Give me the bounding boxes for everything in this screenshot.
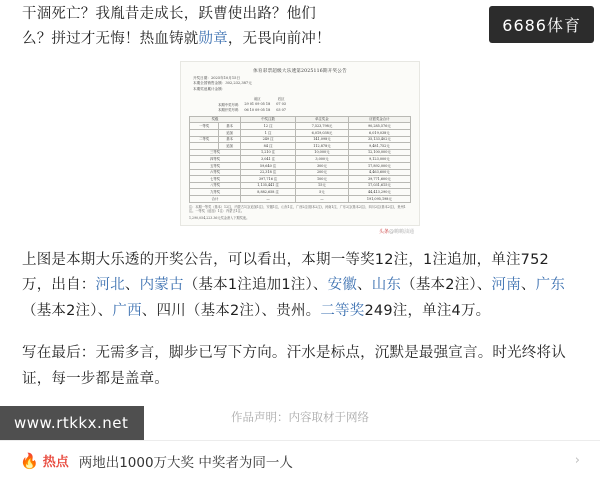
cell-6-0: 五等奖 [190,163,241,170]
p1-text-b: （基本1注追加1注）、 [183,277,328,294]
table-row [190,176,411,183]
cell-1-3: 6,019,038元 [296,130,349,137]
flame-icon: 🔥 [20,451,39,470]
cell-9-0: 八等奖 [190,182,241,189]
cell-8-1: 397,716 注 [241,176,296,183]
table-row [190,163,411,170]
doc-meta-0: 开奖日期：2025年10月15日 [193,75,241,80]
cell-4-0: 三等奖 [190,149,241,156]
doc-meta-1: 本期全国销售金额：302,232,387元 [193,81,252,86]
table-row [190,123,411,130]
doc-meta-2: 本期奖池累计金额： [193,86,226,91]
content-disclaimer: 作品声明：内容取材于网络 [231,409,369,424]
cell-11-3: 191,095,198元 [348,196,410,203]
doc-note-2: 1,290,054,223.36元奖金滚入下期奖池。 [189,215,250,220]
cell-11-1: — [241,196,296,203]
doc-prize-table [189,116,411,203]
cell-1-2: 1 注 [241,130,296,137]
doc-number-row0-label: 本期中奖号码 [218,102,239,107]
link-anhui[interactable]: 安徽 [327,277,358,294]
link-hebei[interactable]: 河北 [95,277,125,294]
top-line2-highlight[interactable]: 勋章 [198,31,228,48]
top-paragraph-line1: 干涸死亡？我胤昔走成长，跃曹使出路？他们 [22,6,316,22]
cell-11-0: 合计 [190,196,241,203]
cell-0-3: 7,523,798元 [296,123,349,130]
doc-number-row0-front: 29 01 09 05 18 [244,102,271,107]
cell-10-2: 5元 [296,189,349,196]
doc-credit-site: 头条 [378,228,389,235]
doc-prize-header-0: 奖级 [190,116,241,123]
cell-1-0 [190,130,219,137]
doc-credit-name: @嗨嗨油通 [388,228,414,235]
p1-text-d: 、四川（基本2注）、贵州。 [141,303,321,320]
doc-number-col-1: 前区 [253,96,261,101]
table-row [190,149,411,156]
link-shandong[interactable]: 山东 [371,277,402,294]
cell-6-3: 17,892,000元 [348,163,410,170]
link-henan[interactable]: 河南 [491,277,521,294]
cell-0-1: 基本 [219,123,241,130]
cell-8-2: 100元 [296,176,349,183]
cell-2-3: 141,098元 [296,136,349,143]
doc-number-row1-label: 本期开奖号码 [218,108,239,113]
doc-number-row1-back: 03 07 [276,107,286,112]
doc-number-row1-front: 06 10 09 05 18 [244,107,271,112]
site-url-watermark: www.rtkkx.net [0,406,144,440]
hot-topic-label: 热点 [42,455,69,470]
doc-credit [379,228,414,235]
hot-topic-text[interactable]: 两地出1000万大奖 中奖者为同一人 [78,454,293,471]
cell-6-1: 59,640 注 [241,163,296,170]
body-paragraph-2: 写在最后：无需多言，脚步已写下方向。汗水是标点，沉默是最强宣言。时光终将认证，每一步都是盖章。 [22,345,566,387]
doc-prize-header-3: 应派奖金合计 [348,116,410,123]
cell-5-2: 3,000元 [296,156,349,163]
doc-number-table [215,95,289,112]
cell-3-0 [190,143,219,150]
cell-10-0: 九等奖 [190,189,241,196]
cell-1-1: 追加 [219,130,241,137]
p1-text-c: （基本2注）、 [401,277,492,294]
cell-8-3: 39,771,600元 [348,176,410,183]
cell-5-0: 四等奖 [190,156,241,163]
cell-7-2: 200元 [296,169,349,176]
doc-prize-header-2: 单注奖金 [296,116,349,123]
top-line2-pre: 么？拼过才无悔！热血铸就 [22,31,199,48]
table-row [190,182,411,189]
cell-0-2: 12 注 [241,123,296,130]
cell-5-3: 9,123,000元 [348,156,410,163]
doc-number-row [215,107,289,113]
cell-0-4: 90,285,576元 [348,123,410,130]
table-row [190,189,411,196]
link-erdengjiang[interactable]: 二等奖 [320,303,365,320]
cell-7-3: 4,463,600元 [348,169,410,176]
brand-watermark-badge: 6686体育 [489,6,594,43]
cell-4-1: 1,210 注 [241,149,296,156]
top-line2-post: ，无畏向前冲！ [227,31,331,48]
link-guangxi[interactable]: 广西 [112,303,142,320]
cell-10-1: 8,882,658 注 [241,189,296,196]
doc-prize-header-1: 中奖注数 [241,116,296,123]
doc-meta [193,76,411,93]
table-row [190,143,411,150]
cell-2-0: 二等奖 [190,136,219,143]
lottery-announcement-image[interactable] [180,61,420,235]
link-neimenggu[interactable]: 内蒙古 [139,277,184,294]
cell-7-1: 22,318 注 [241,169,296,176]
doc-title: 体育彩票超级大乐透第2025116期开奖公告 [253,68,347,74]
cell-9-1: 1,135,441 注 [241,182,296,189]
cell-6-2: 300元 [296,163,349,170]
p1-text-c2: （基本2注）、 [22,303,113,320]
cell-8-0: 七等奖 [190,176,241,183]
cell-0-0: 一等奖 [190,123,219,130]
table-row [190,130,411,137]
table-row [190,136,411,143]
cell-11-2: — [296,196,349,203]
link-guangdong[interactable]: 广东 [535,277,566,294]
cell-3-4: 9,481,752元 [348,143,410,150]
cell-5-1: 3,041 注 [241,156,296,163]
table-row [190,156,411,163]
body-paragraph-1: 上图是本期大乐透的开奖公告，可以看出，本期一等奖12注，1注追加，单注752万，出自：河北、内蒙古（基本1注追加1注）、安徽、山东（基本2注）、河南、广东（基本2注）、广西、四川（基本2注）、贵州。二等奖249注，单注4万。 [22,251,566,320]
cell-9-2: 15元 [296,182,349,189]
chevron-right-icon[interactable]: › [574,453,580,468]
p1-text-e: 249注，单注4万。 [364,303,491,320]
doc-note: 注：本期一等奖（基本）12注，内蒙古1注(追加1注)，安徽1注，山东1注，广西2注(基本2注)，河南1注，广东2注(基本2注)，四川2注(基本2注)，贵州1注。一等奖（追加）1注：内蒙古1注。 [189,204,406,214]
cell-4-3: 12,100,000元 [348,149,410,156]
doc-prize-header-row [190,116,411,123]
cell-3-3: 112,878元 [296,143,349,150]
cell-2-1: 基本 [219,136,241,143]
table-row [190,169,411,176]
cell-2-2: 249 注 [241,136,296,143]
cell-1-4: 6,019,038元 [348,130,410,137]
cell-9-3: 17,031,615元 [348,182,410,189]
cell-7-0: 六等奖 [190,169,241,176]
hot-topic-bar[interactable] [0,440,600,480]
cell-3-2: 84 注 [241,143,296,150]
cell-2-4: 35,133,402元 [348,136,410,143]
p1-text-a: 上图是本期大乐透的开奖公告，可以看出，本期一等奖12注，1注追加，单注752万，出自： [22,251,549,294]
doc-number-col-2: 后区 [277,96,285,101]
cell-10-3: 44,413,290元 [348,189,410,196]
cell-3-1: 追加 [219,143,241,150]
doc-number-row0-back: 07 03 [276,102,286,107]
table-row [190,196,411,203]
cell-4-2: 10,000元 [296,149,349,156]
